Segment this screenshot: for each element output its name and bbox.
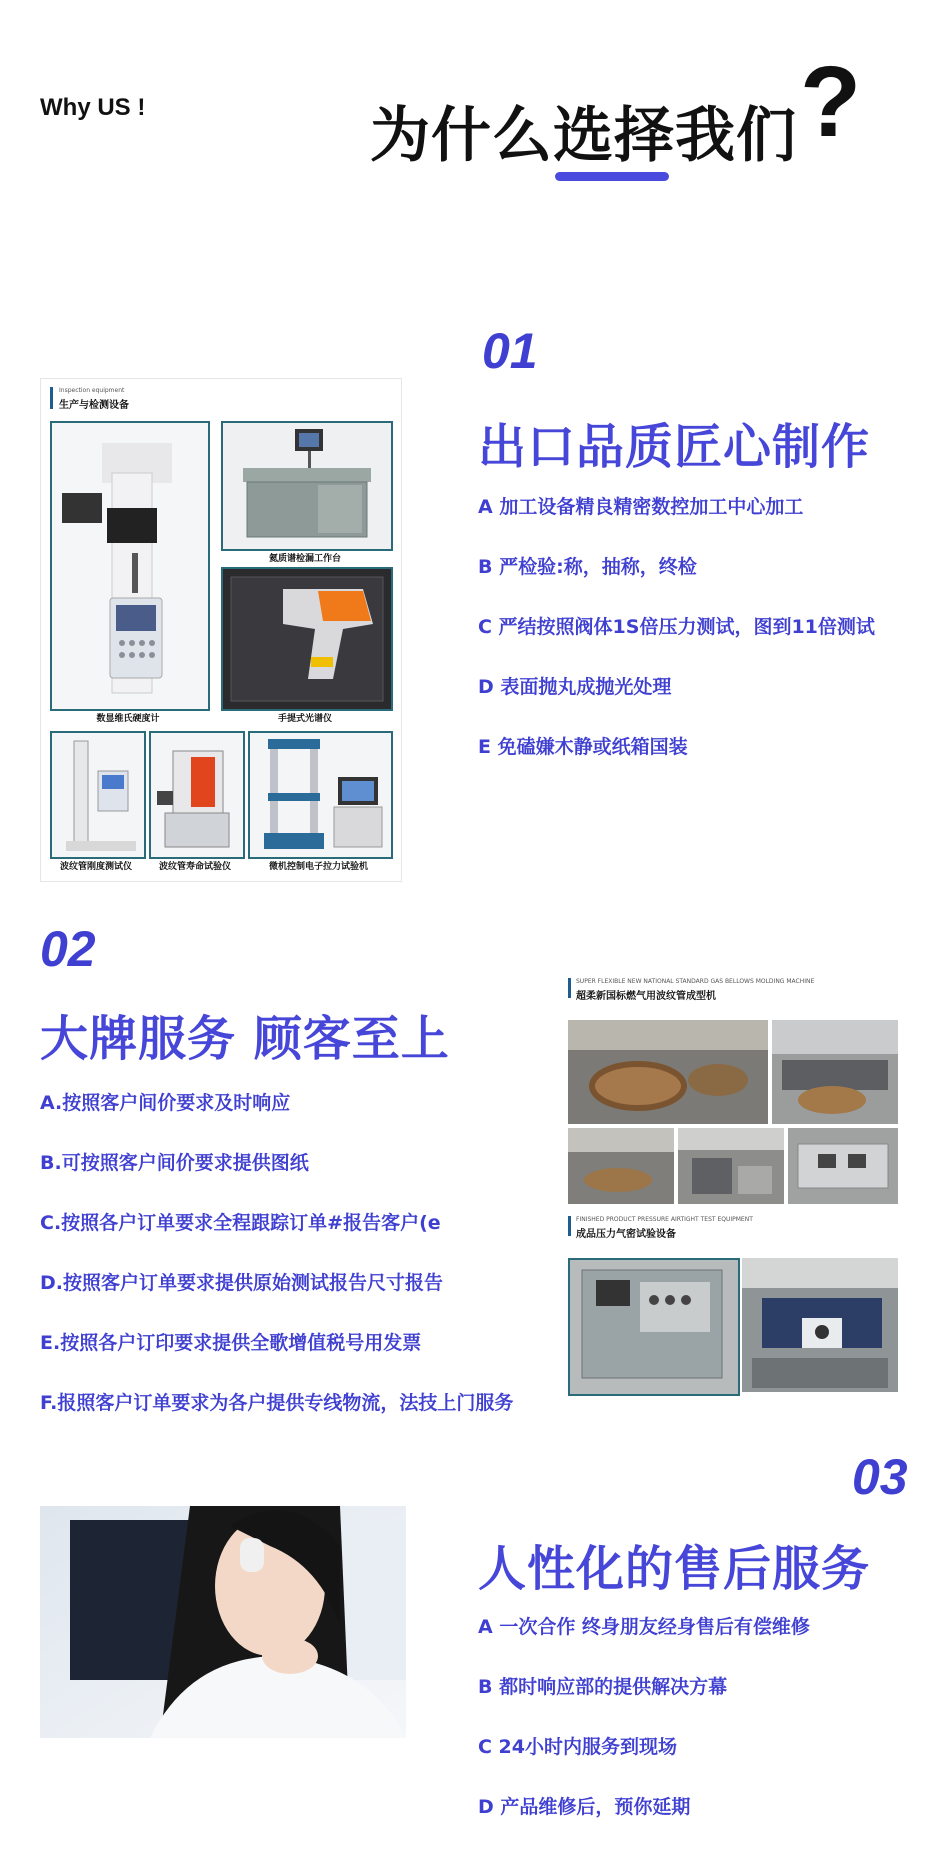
section1-item-b: B 严检验:称，抽称，终检 [478, 556, 697, 578]
caption-stiffness-tester: 波纹管刚度测试仪 [59, 862, 132, 872]
workshop-photo-1 [568, 1128, 674, 1204]
label-bar [50, 387, 53, 409]
caption-leak-bench: 氦质谱检漏工作台 [268, 554, 341, 564]
section1-number: 01 [482, 323, 538, 379]
section1-item-c: C 严结按照阀体1S倍压力测试，图到11倍测试 [478, 616, 875, 638]
life-tester-photo [149, 731, 245, 859]
molding-machine-photo-2 [772, 1020, 898, 1124]
section3-item-c: C 24小时内服务到现场 [478, 1736, 677, 1758]
pressure-test-subtitle: FINISHED PRODUCT PRESSURE AIRTIGHT TEST EQUIPMENT [576, 1216, 753, 1223]
factory-images [568, 978, 908, 1414]
section1-item-a: A 加工设备精良精密数控加工中心加工 [478, 496, 804, 518]
section1-title: 出口品质匠心制作 [478, 419, 871, 475]
section2-item-e: E.按照各户订印要求提供全歌增值税号用发票 [40, 1332, 422, 1354]
inspection-equipment-image [40, 378, 402, 882]
section1-item-e: E 免磕嫌木静或纸箱国装 [478, 736, 688, 758]
section1-item-d: D 表面抛丸成抛光处理 [478, 676, 672, 698]
section3-title: 人性化的售后服务 [478, 1541, 871, 1597]
section2-item-d: D.按照客户订单要求提供原始测试报告尺寸报告 [40, 1272, 443, 1294]
question-mark: ? [800, 46, 862, 158]
molding-machine-subtitle: SUPER FLEXIBLE NEW NATIONAL STANDARD GAS BELLOWS MOLDING MACHINE [576, 978, 815, 985]
leak-test-bench-photo [221, 421, 393, 551]
section3-item-d: D 产品维修后，预你延期 [478, 1796, 691, 1818]
section3-item-a: A 一次合作 终身朋友经身售后有偿维修 [478, 1616, 810, 1638]
caption-life-tester: 波纹管寿命试验仪 [158, 862, 231, 872]
section2-item-f: F.报照客户订单要求为各户提供专线物流，法技上门服务 [40, 1392, 514, 1414]
section3-item-b: B 都时响应部的提供解决方幕 [478, 1676, 728, 1698]
caption-tensile-tester: 微机控制电子拉力试验机 [268, 862, 368, 872]
spectrometer-photo [221, 567, 393, 711]
pressure-test-title: 成品压力气密试验设备 [576, 1229, 676, 1240]
why-us-label: Why US ! [40, 94, 146, 121]
pressure-test-photo-2 [742, 1258, 898, 1392]
pressure-test-photo-1 [568, 1258, 740, 1396]
molding-machine-photo-1 [568, 1020, 768, 1124]
caption-spectrometer: 手提式光谱仪 [277, 714, 332, 724]
label-bar [568, 1216, 571, 1236]
page-title: 为什么选择我们 [370, 101, 797, 171]
tensile-tester-photo [248, 731, 393, 859]
section2-item-a: A.按照客户间价要求及时响应 [40, 1092, 291, 1114]
molding-machine-title: 超柔新国标燃气用波纹管成型机 [576, 991, 716, 1002]
inspection-subtitle: Inspection equipment [59, 387, 125, 394]
section2-number: 02 [40, 921, 96, 977]
section2-title: 大牌服务 顾客至上 [40, 1011, 450, 1067]
workshop-photo-3 [788, 1128, 898, 1204]
label-bar [568, 978, 571, 998]
section2-item-c: C.按照各户订单要求全程跟踪订单#报告客户(e [40, 1212, 441, 1234]
section3-number: 03 [852, 1449, 908, 1505]
stiffness-tester-photo [50, 731, 146, 859]
workshop-photo-2 [678, 1128, 784, 1204]
section2-item-b: B.可按照客户间价要求提供图纸 [40, 1152, 309, 1174]
caption-hardness-tester: 数显维氏硬度计 [96, 714, 160, 724]
title-underline [555, 172, 669, 181]
customer-service-photo [40, 1506, 406, 1738]
inspection-title: 生产与检测设备 [59, 400, 129, 411]
hardness-tester-photo [50, 421, 210, 711]
